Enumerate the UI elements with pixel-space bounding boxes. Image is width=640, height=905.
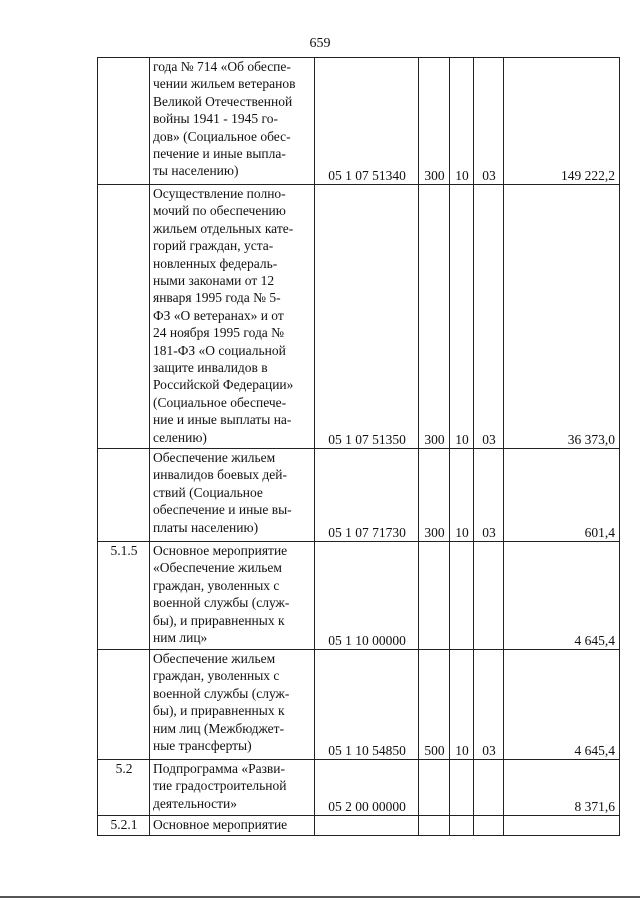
subsection-code: 03 xyxy=(474,650,504,760)
section-code xyxy=(450,816,474,836)
amount xyxy=(504,816,620,836)
row-number xyxy=(98,650,150,760)
page-number: 659 xyxy=(309,36,331,51)
table-row xyxy=(98,449,620,542)
section-code xyxy=(450,760,474,816)
section-code: 10 xyxy=(450,449,474,542)
table-row xyxy=(98,542,620,650)
expense-type: 300 xyxy=(419,185,450,449)
page-bottom-rule xyxy=(0,896,640,898)
expense-type xyxy=(419,816,450,836)
row-number: 5.2.1 xyxy=(98,816,150,836)
section-code: 10 xyxy=(450,185,474,449)
target-code: 05 1 07 71730 xyxy=(315,449,419,542)
row-number: 5.1.5 xyxy=(98,542,150,650)
expense-type: 300 xyxy=(419,449,450,542)
row-number: 5.2 xyxy=(98,760,150,816)
budget-table xyxy=(97,57,620,836)
subsection-code xyxy=(474,542,504,650)
row-number xyxy=(98,185,150,449)
target-code: 05 1 10 00000 xyxy=(315,542,419,650)
subsection-code: 03 xyxy=(474,58,504,185)
target-code: 05 1 07 51340 xyxy=(315,58,419,185)
table-row xyxy=(98,816,620,836)
subsection-code xyxy=(474,816,504,836)
amount: 4 645,4 xyxy=(504,542,620,650)
section-code xyxy=(450,542,474,650)
table-row xyxy=(98,760,620,816)
row-number xyxy=(98,449,150,542)
subsection-code: 03 xyxy=(474,449,504,542)
subsection-code: 03 xyxy=(474,185,504,449)
row-description: Обеспечение жильем инвалидов боевых дей- ствий (Социальное обеспечение и иные вы- платы населению) xyxy=(150,449,315,542)
table-row xyxy=(98,58,620,185)
row-description: Обеспечение жильем граждан, уволенных с военной службы (служ- бы), и приравненных к ним лиц (Межбюджет- ные трансферты) xyxy=(150,650,315,760)
target-code: 05 1 07 51350 xyxy=(315,185,419,449)
section-code: 10 xyxy=(450,650,474,760)
target-code: 05 2 00 00000 xyxy=(315,760,419,816)
amount: 4 645,4 xyxy=(504,650,620,760)
target-code: 05 1 10 54850 xyxy=(315,650,419,760)
amount: 601,4 xyxy=(504,449,620,542)
amount: 8 371,6 xyxy=(504,760,620,816)
row-description: года № 714 «Об обеспе- чении жильем ветеранов Великой Отечественной войны 1941 - 1945 го- дов» (Социальное обес- печение и иные выпла- ты населению) xyxy=(150,58,315,185)
table-row xyxy=(98,650,620,760)
subsection-code xyxy=(474,760,504,816)
row-number xyxy=(98,58,150,185)
row-description: Основное мероприятие «Обеспечение жильем граждан, уволенных с военной службы (служ- бы), и приравненных к ним лиц» xyxy=(150,542,315,650)
section-code: 10 xyxy=(450,58,474,185)
expense-type xyxy=(419,760,450,816)
expense-type: 500 xyxy=(419,650,450,760)
row-description: Подпрограмма «Разви- тие градостроительной деятельности» xyxy=(150,760,315,816)
row-description: Осуществление полно- мочий по обеспечению жильем отдельных кате- горий граждан, уста- новленных федераль- ными законами от 12 января 1995 года № 5- ФЗ «О ветеранах» и от 24 ноября 1995 года № 181-ФЗ «О социальной защите инвалидов в Российской Федерации» (Социальное обеспече- ние и иные выплаты на- селению) xyxy=(150,185,315,449)
target-code xyxy=(315,816,419,836)
table-row xyxy=(98,185,620,449)
expense-type: 300 xyxy=(419,58,450,185)
amount: 36 373,0 xyxy=(504,185,620,449)
row-description: Основное мероприятие xyxy=(150,816,315,836)
amount: 149 222,2 xyxy=(504,58,620,185)
expense-type xyxy=(419,542,450,650)
